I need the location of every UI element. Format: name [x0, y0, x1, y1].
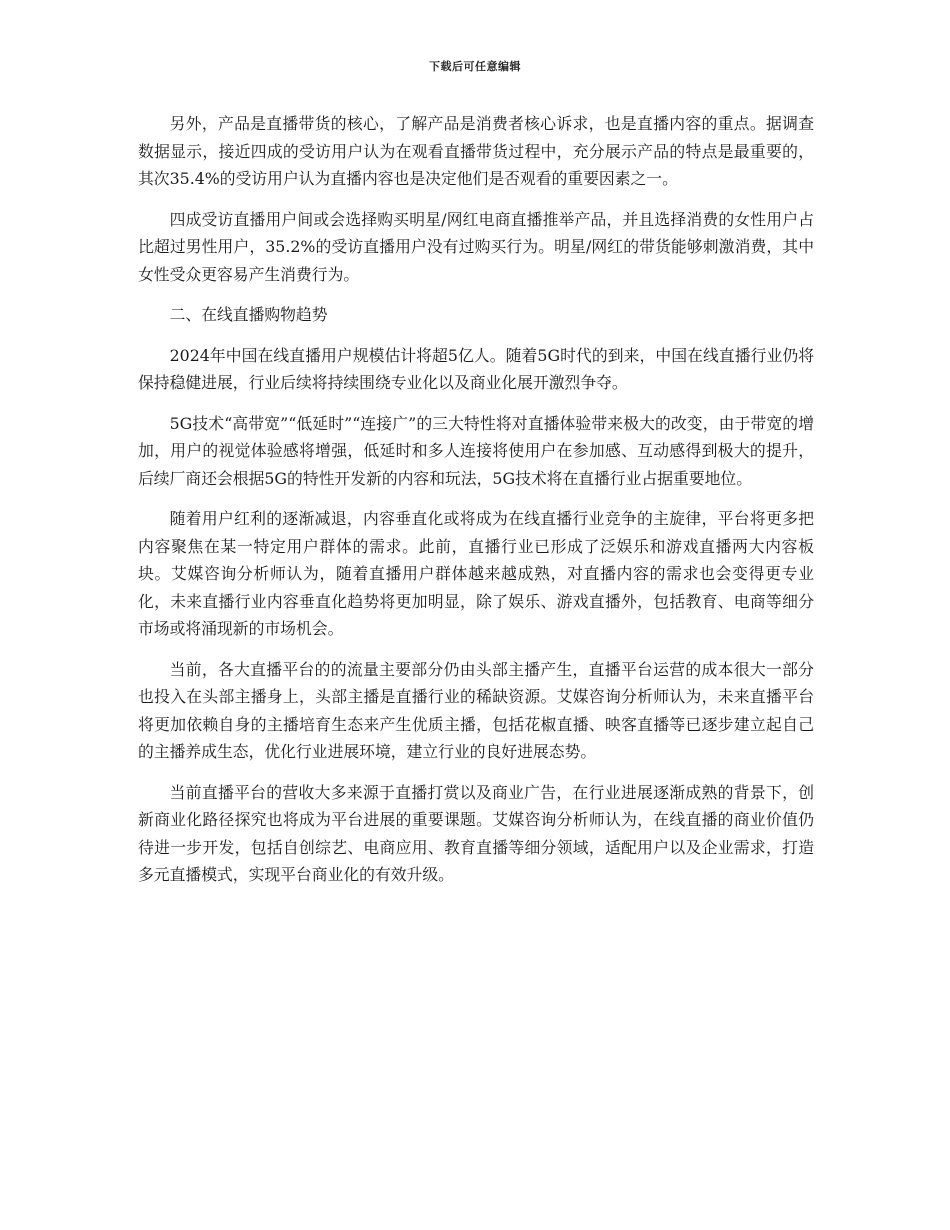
paragraph-head-anchors: 当前，各大直播平台的的流量主要部分仍由头部主播产生，直播平台运营的成本很大一部分也投入在头部主播身上，头部主播是直播行业的稀缺资源。艾媒咨询分析师认为，未来直播平台将更加依赖自身的主播培育生态来产生优质主播，包括花椒直播、映客直播等已逐步建立起自己的主播养成生态，优化行业进展环境，建立行业的良好进展态势。 [138, 659, 814, 761]
paragraph-content-vertical: 随着用户红利的逐渐减退，内容垂直化或将成为在线直播行业竞争的主旋律，平台将更多把内容聚焦在某一特定用户群体的需求。此前，直播行业已形成了泛娱乐和游戏直播两大内容板块。艾媒咨询分析师认为，随着直播用户群体越来越成熟，对直播内容的需求也会变得更专业化，未来直播行业内容垂直化趋势将更加明显，除了娱乐、游戏直播外，包括教育、电商等细分市场或将涌现新的市场机会。 [138, 509, 814, 638]
section-heading-trends: 二、在线直播购物趋势 [169, 305, 328, 324]
paragraph-celebrity-purchase: 四成受访直播用户间或会选择购买明星/网红电商直播推举产品，并且选择消费的女性用户占比超过男性用户，35.2%的受访直播用户没有过购买行为。明星/网红的带货能够刺激消费，其中女性受众更容易产生消费行为。 [138, 209, 814, 284]
paragraph-product-core: 另外，产品是直播带货的核心，了解产品是消费者核心诉求，也是直播内容的重点。据调查数据显示，接近四成的受访用户认为在观看直播带货过程中，充分展示产品的特点是最重要的，其次35.4%的受访用户认为直播内容也是决定他们是否观看的重要因素之一。 [138, 114, 814, 188]
paragraph-user-scale: 2024年中国在线直播用户规模估计将超5亿人。随着5G时代的到来，中国在线直播行业仍将保持稳健进展，行业后续将持续围绕专业化以及商业化展开激烈争夺。 [138, 345, 814, 392]
page-header: 下载后可任意编辑 [429, 60, 521, 73]
paragraph-5g-features: 5G技术“高带宽”“低延时”“连接广”的三大特性将对直播体验带来极大的改变，由于带宽的增加，用户的视觉体验感将增强，低延时和多人连接将使用户在参加感、互动感得到极大的提升，后续厂商还会根据5G的特性开发新的内容和玩法，5G技术将在直播行业占据重要地位。 [138, 413, 814, 488]
document-body [138, 110, 814, 902]
paragraph-commercialization: 当前直播平台的营收大多来源于直播打赏以及商业广告，在行业进展逐渐成熟的背景下，创新商业化路径探究也将成为平台进展的重要课题。艾媒咨询分析师认为，在线直播的商业价值仍待进一步开发，包括自创综艺、电商应用、教育直播等细分领域，适配用户以及企业需求，打造多元直播模式，实现平台商业化的有效升级。 [138, 782, 814, 884]
